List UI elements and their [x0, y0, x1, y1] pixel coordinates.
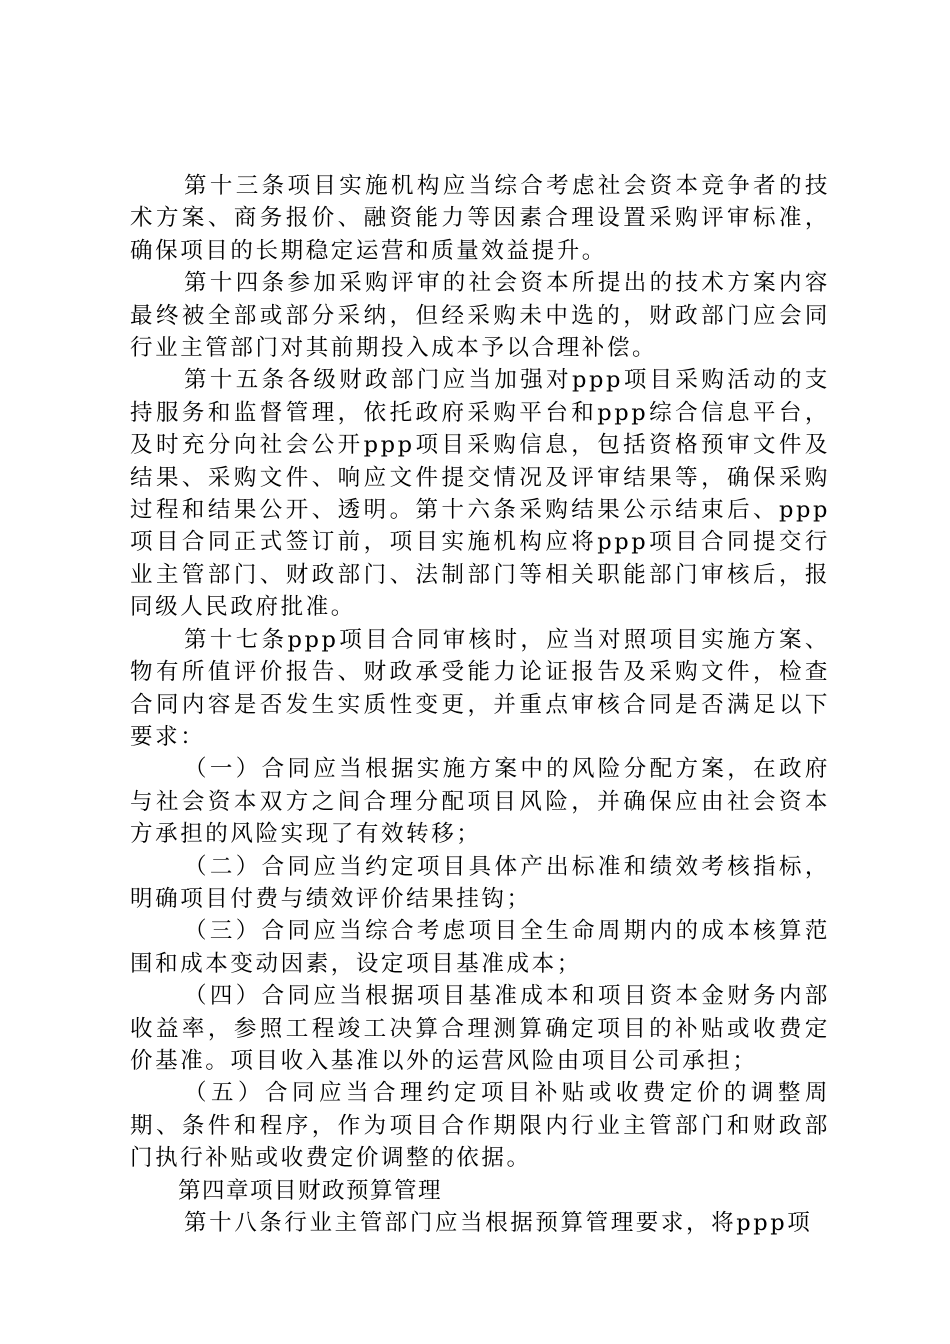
article-17: 第十七条ppp项目合同审核时，应当对照项目实施方案、物有所值评价报告、财政承受能力论证报告及采购文件，检查合同内容是否发生实质性变更，并重点审核合同是否满足以下要求： — [130, 626, 830, 750]
clause-5: （五）合同应当合理约定项目补贴或收费定价的调整周期、条件和程序，作为项目合作期限内行业主管部门和财政部门执行补贴或收费定价调整的依据。 — [130, 1080, 830, 1172]
clause-3: （三）合同应当综合考虑项目全生命周期内的成本核算范围和成本变动因素，设定项目基准成本； — [130, 918, 830, 977]
article-13: 第十三条项目实施机构应当综合考虑社会资本竞争者的技术方案、商务报价、融资能力等因素合理设置采购评审标准，确保项目的长期稳定运营和质量效益提升。 — [130, 173, 830, 264]
document-body — [130, 170, 830, 1239]
clause-4: （四）合同应当根据项目基准成本和项目资本金财务内部收益率，参照工程竣工决算合理测算确定项目的补贴或收费定价基准。项目收入基准以外的运营风险由项目公司承担； — [130, 983, 830, 1074]
chapter-heading: 第四章项目财政预算管理 — [178, 1177, 443, 1204]
article-14: 第十四条参加采购评审的社会资本所提出的技术方案内容最终被全部或部分采纳，但经采购未中选的，财政部门应会同行业主管部门对其前期投入成本予以合理补偿。 — [130, 270, 830, 362]
clause-2: （二）合同应当约定项目具体产出标准和绩效考核指标，明确项目付费与绩效评价结果挂钩； — [130, 853, 830, 912]
article-18: 第十八条行业主管部门应当根据预算管理要求，将ppp项 — [184, 1210, 813, 1236]
article-15-16: 第十五条各级财政部门应当加强对ppp项目采购活动的支持服务和监督管理，依托政府采购平台和ppp综合信息平台，及时充分向社会公开ppp项目采购信息，包括资格预审文件及结果、采购文件、响应文件提交情况及评审结果等，确保采购过程和结果公开、透明。第十六条采购结果公示结束后、ppp项目合同正式签订前，项目实施机构应将ppp项目合同提交行业主管部门、财政部门、法制部门等相关职能部门审核后，报同级人民政府批准。 — [130, 367, 830, 621]
clause-1: （一）合同应当根据实施方案中的风险分配方案，在政府与社会资本双方之间合理分配项目风险，并确保应由社会资本方承担的风险实现了有效转移； — [130, 756, 830, 848]
